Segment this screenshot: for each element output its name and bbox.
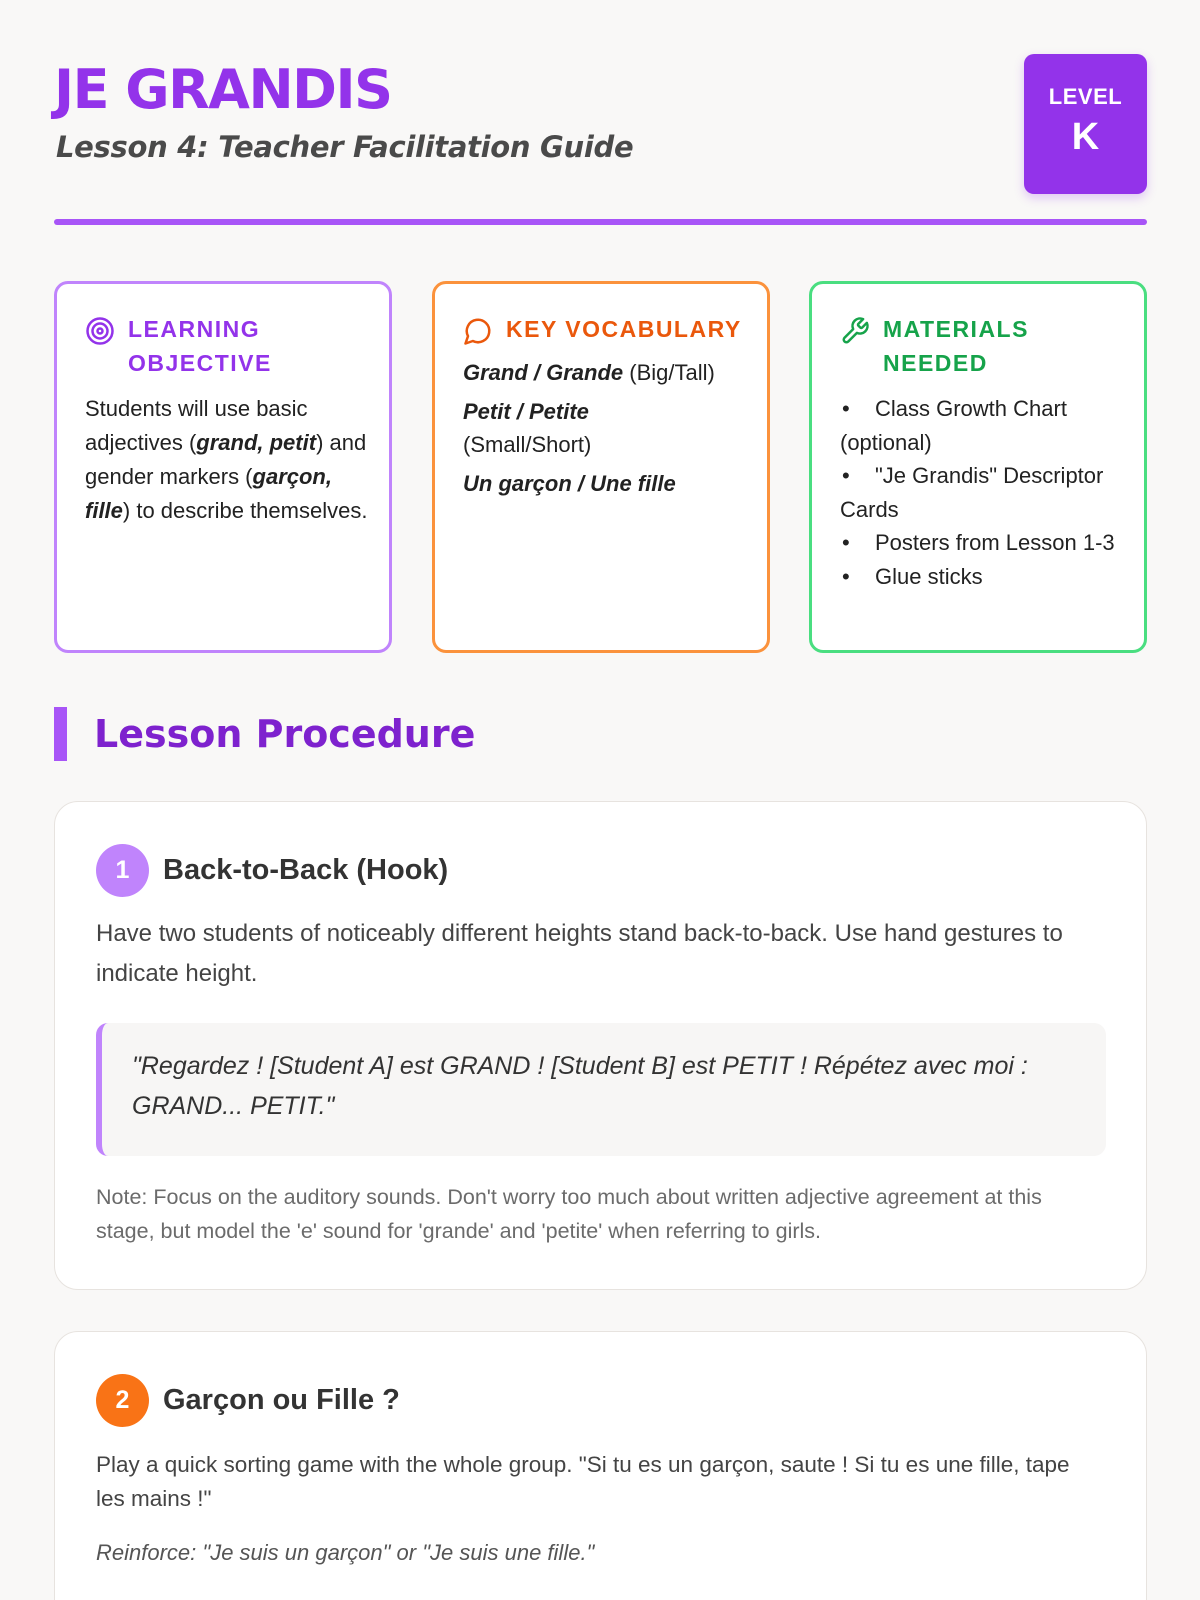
speech-bubble-icon (463, 316, 493, 346)
material-item: • "Je Grandis" Descriptor Cards (840, 459, 1130, 526)
step-title: Back-to-Back (Hook) (163, 854, 449, 886)
objective-text: Students will use basic adjectives (grand, petit) and gender markers (garçon, fille) to describe themselves. (85, 396, 368, 523)
vocabulary-item (463, 467, 753, 500)
section-heading: Lesson Procedure (94, 712, 476, 756)
step-description: Have two students of noticeably different heights stand back-to-back. Use hand gestures to indicate height. (96, 920, 1063, 987)
level-label: LEVEL (1048, 84, 1123, 109)
wrench-icon (840, 316, 870, 346)
vocabulary-meaning: (Big/Tall) (623, 360, 715, 385)
key-vocabulary-card (432, 281, 770, 653)
step-number-badge: 2 (96, 1374, 149, 1427)
card-header (85, 312, 328, 380)
card-header (840, 312, 1083, 380)
vocabulary-meaning: (Small/Short) (463, 432, 592, 457)
material-item: • Posters from Lesson 1-3 (840, 526, 1130, 560)
section-accent-bar (54, 707, 67, 761)
card-title: LEARNING OBJECTIVE (128, 316, 272, 376)
card-title: KEY VOCABULARY (506, 316, 742, 342)
procedure-step (54, 801, 1147, 1290)
step-reinforce: Reinforce: "Je suis un garçon" or "Je suis une fille." (96, 1540, 595, 1565)
teacher-script-quote (96, 1023, 1106, 1156)
step-note: Note: Focus on the auditory sounds. Don't worry too much about written adjective agreement at this stage, but model the 'e' sound for 'grande' and 'petite' when referring to girls. (96, 1185, 1042, 1243)
header (54, 54, 1147, 194)
step-title: Garçon ou Fille ? (163, 1384, 400, 1416)
level-value: K (1071, 116, 1100, 158)
card-header (463, 312, 742, 346)
procedure-step (54, 1331, 1147, 1600)
objective-term: garçon, fille (85, 464, 332, 523)
vocabulary-list (463, 356, 753, 506)
vocabulary-item (463, 395, 753, 461)
step-description: Play a quick sorting game with the whole group. "Si tu es un garçon, saute ! Si tu es une fille, tape les mains !" (96, 1452, 1070, 1511)
quote-text: "Regardez ! [Student A] est GRAND ! [Student B] est PETIT ! Répétez avec moi : GRAND... PETIT." (132, 1052, 1028, 1120)
vocabulary-term: Petit / Petite (463, 399, 589, 424)
header-divider (54, 219, 1147, 225)
page-subtitle: Lesson 4: Teacher Facilitation Guide (56, 130, 634, 164)
materials-card (809, 281, 1147, 653)
objective-term: grand, petit (196, 430, 317, 455)
learning-objective-card (54, 281, 392, 653)
vocabulary-item (463, 356, 753, 389)
level-badge (1024, 54, 1147, 194)
card-title: MATERIALS NEEDED (883, 316, 1029, 376)
vocabulary-term: Grand / Grande (463, 360, 624, 385)
lesson-guide-page (54, 0, 1147, 1600)
material-item: • Glue sticks (840, 560, 1130, 594)
page-title: JE GRANDIS (54, 58, 392, 121)
materials-list (840, 392, 1130, 593)
vocabulary-term: Un garçon / Une fille (463, 471, 676, 496)
step-number-badge: 1 (96, 844, 149, 897)
material-item: • Class Growth Chart (optional) (840, 392, 1130, 459)
target-icon (85, 316, 115, 346)
